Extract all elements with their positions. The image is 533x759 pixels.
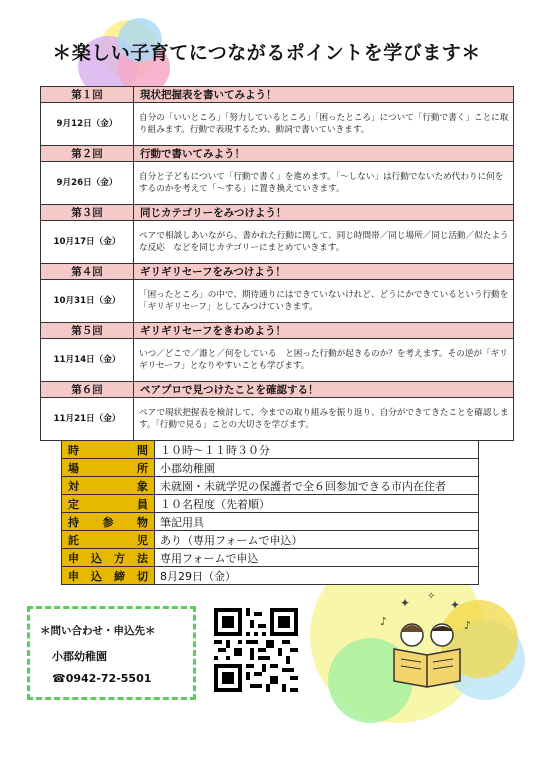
contact-phone[interactable]: ☎0942-72-5501	[52, 672, 152, 685]
session-description: 「困ったところ」の中で、期待通りにはできていないけれど、どうにかできているという行動を「ギリギリセーフ」としてみつけていきます。	[134, 280, 514, 323]
info-label: 定員	[62, 495, 155, 513]
info-row	[62, 495, 479, 513]
info-label: 場所	[62, 459, 155, 477]
session-header-row	[41, 382, 514, 398]
info-row	[62, 441, 479, 459]
session-number: 第１回	[41, 87, 134, 103]
svg-text:✦: ✦	[400, 596, 411, 610]
info-label: 申込方法	[62, 549, 155, 567]
info-label: 申込締切	[62, 567, 155, 585]
session-number: 第６回	[41, 382, 134, 398]
info-value: あり（専用フォームで申込）	[155, 531, 479, 549]
info-value: 小郡幼稚園	[155, 459, 479, 477]
info-label: 対象	[62, 477, 155, 495]
session-detail-row	[41, 280, 514, 323]
info-row	[62, 513, 479, 531]
session-header-row	[41, 87, 514, 103]
contact-box	[27, 606, 196, 700]
session-description: 自分の「いいところ」「努力しているところ」「困ったところ」について「行動で書く」ことに取り組みます。行動で表現するため、動詞で書いていきます。	[134, 103, 514, 146]
info-label: 持参物	[62, 513, 155, 531]
qr-code-icon[interactable]	[214, 608, 298, 692]
session-detail-row	[41, 103, 514, 146]
info-row	[62, 567, 479, 585]
session-header-row	[41, 264, 514, 280]
svg-text:✧: ✧	[427, 591, 436, 602]
children-reading-book-icon	[372, 585, 482, 695]
session-date: 10月17日（金）	[41, 221, 134, 264]
info-value: １０名程度（先着順）	[155, 495, 479, 513]
contact-name: 小郡幼稚園	[52, 650, 107, 663]
session-number: 第４回	[41, 264, 134, 280]
session-number: 第２回	[41, 146, 134, 162]
session-schedule-table	[40, 86, 514, 441]
event-info-table	[61, 440, 479, 585]
info-row	[62, 531, 479, 549]
session-detail-row	[41, 162, 514, 205]
page-title: ＊楽しい子育てにつながるポイントを学びます＊	[52, 42, 481, 64]
session-description: ペアで現状把握表を検討して、今までの取り組みを振り返り、自分ができてきたことを確認します。「行動で見る」ことの大切さを学びます。	[134, 398, 514, 441]
session-date: 11月14日（金）	[41, 339, 134, 382]
info-row	[62, 549, 479, 567]
info-value: 筆記用具	[155, 513, 479, 531]
session-header-row	[41, 146, 514, 162]
info-value: 8月29日（金）	[155, 567, 479, 585]
session-title: ギリギリセーフをきわめよう！	[134, 323, 514, 339]
session-date: 9月12日（金）	[41, 103, 134, 146]
session-description: 自分と子どもについて「行動で書く」を進めます。「～しない」は行動でないため代わりに何をするのかを考えて「～する」に置き換えていきます。	[134, 162, 514, 205]
info-row	[62, 459, 479, 477]
svg-text:✦: ✦	[450, 598, 461, 612]
session-detail-row	[41, 339, 514, 382]
session-detail-row	[41, 221, 514, 264]
session-number: 第５回	[41, 323, 134, 339]
session-detail-row	[41, 398, 514, 441]
session-title: ギリギリセーフをみつけよう！	[134, 264, 514, 280]
session-date: 10月31日（金）	[41, 280, 134, 323]
contact-heading: ＊問い合わせ・申込先＊	[40, 625, 156, 637]
session-header-row	[41, 323, 514, 339]
session-header-row	[41, 205, 514, 221]
svg-text:♪: ♪	[380, 615, 388, 628]
info-label: 時間	[62, 441, 155, 459]
session-date: 9月26日（金）	[41, 162, 134, 205]
info-value: １０時～１１時３０分	[155, 441, 479, 459]
session-description: いつ／どこで／誰と／何をしている と困った行動が起きるのか？を考えます。その逆が「ギリギリセーフ」となりやすいことも学びます。	[134, 339, 514, 382]
info-row	[62, 477, 479, 495]
info-label: 託児	[62, 531, 155, 549]
session-date: 11月21日（金）	[41, 398, 134, 441]
session-title: 行動で書いてみよう！	[134, 146, 514, 162]
info-value: 専用フォームで申込	[155, 549, 479, 567]
session-description: ペアで相談しあいながら、書かれた行動に関して、同じ時間帯／同じ場所／同じ活動／似たような反応 などを同じカテゴリーにまとめていきます。	[134, 221, 514, 264]
session-title: 現状把握表を書いてみよう！	[134, 87, 514, 103]
info-value: 未就園・未就学児の保護者で全６回参加できる市内在住者	[155, 477, 479, 495]
session-title: ペアプロで見つけたことを確認する！	[134, 382, 514, 398]
session-number: 第３回	[41, 205, 134, 221]
session-title: 同じカテゴリーをみつけよう！	[134, 205, 514, 221]
svg-text:♪: ♪	[464, 619, 472, 632]
